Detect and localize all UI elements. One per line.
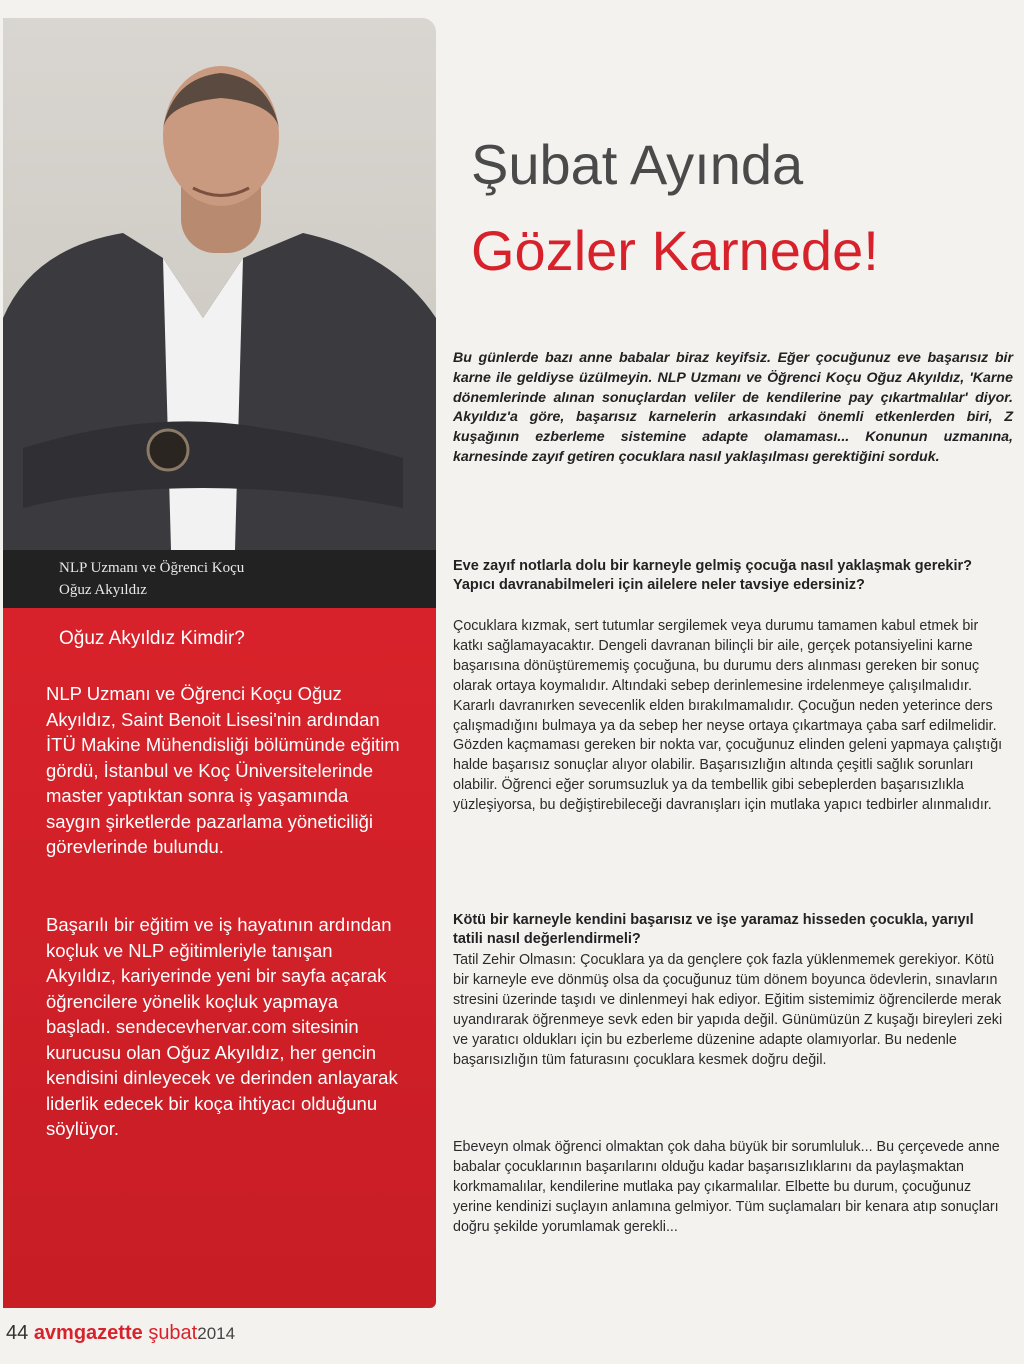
bio-sidebar: [3, 608, 436, 1308]
magazine-brand: avmgazette: [33, 1322, 143, 1344]
answer-3: Ebeveyn olmak öğrenci olmaktan çok daha büyük bir sorumluluk... Bu çerçevede anne babalar çocuklarının başarılarını olduğu kadar başarısızlıklarını da paylaşmaktan korkmamalılar, kendilerine mutlaka pay çıkarmalılar. Elbette bu durum, çocuğunuz yerine kendinizi suçlayın anlamına gelmiyor. Tüm suçlamaları bir kenara atıp sonuçları doğru şekilde yorumlamak gerekli...: [453, 1139, 1000, 1235]
sidebar-paragraph-1: NLP Uzmanı ve Öğrenci Koçu Oğuz Akyıldız, Saint Benoit Lisesi'nin ardından İTÜ Makine Mühendisliği bölümünde eğitim gördü, İstanbul ve Koç Üniversitelerinde master yaptıktan sonra iş yaşamında saygın şirketlerde pazarlama yöneticiliği görevlerinde bulundu.: [46, 683, 400, 857]
photo-caption: [3, 550, 436, 608]
caption-line-2: Oğuz Akyıldız: [59, 582, 147, 598]
caption-line-1: NLP Uzmanı ve Öğrenci Koçu: [59, 560, 245, 576]
page-number: 44: [6, 1322, 29, 1344]
page-footer: [6, 1322, 235, 1345]
sidebar-heading: Oğuz Akyıldız Kimdir?: [59, 628, 245, 649]
sidebar-paragraph-2: Başarılı bir eğitim ve iş hayatının ardından koçluk ve NLP eğitimleriyle tanışan Akyıldız, kariyerinde yeni bir sayfa açarak öğrencilere yönelik koçluk yapmaya başladı. sendecevhervar.com sitesinin kurucusu olan Oğuz Akyıldız, her gencin kendisini dinleyecek ve derinden anlayarak liderlik edecek bir koça ihtiyacı olduğunu söylüyor.: [46, 914, 398, 1139]
question-2: Kötü bir karneyle kendini başarısız ve işe yaramaz hisseden çocukla, yarıyıl tatili nasıl değerlendirmeli?: [453, 912, 974, 947]
question-1: Eve zayıf notlarla dolu bir karneyle gelmiş çocuğa nasıl yaklaşmak gerekir? Yapıcı davranabilmeleri için ailelere neler tavsiye edersiniz?: [453, 558, 973, 593]
article-intro: Bu günlerde bazı anne babalar biraz keyifsiz. Eğer çocuğunuz eve başarısız bir karne ile geldiyse üzülmeyin. NLP Uzmanı ve Öğrenci Koçu Oğuz Akyıldız, 'Karne dönemlerinde alınan sonuçlardan veliler de kendilerine pay çıkartmalılar' diyor. Akyıldız'a göre, başarısız karnelerin arkasındaki önemli etkenlerden biri, Z kuşağının ezberleme sistemine adapte olamaması... Konunun uzmanına, karnesinde zayıf getiren çocuklara nasıl yaklaşılması gerektiğini sorduk.: [453, 350, 1013, 465]
title-line-2: Gözler Karnede!: [471, 219, 879, 282]
man-in-suit-illustration: [3, 18, 436, 550]
answer-2: Tatil Zehir Olmasın: Çocuklara ya da gençlere çok fazla yüklenmemek gerekiyor. Kötü bir karneyle eve dönmüş olsa da çocuğunuz tüm dönem boyunca ödevlerin, sınavların stresini üzerinde taşıdı ve dinlenmeyi hak ediyor. Eğitim sistemimiz öğrencilerde merak uyandırarak öğrenmeye sevk eden bir yapıda değil. Günümüzün Z kuşağı bireyleri zeki ve yaratıcı oldukları için bu ezberleme düzenine adapte olamıyorlar. Bu nedenle başarısızlığın tüm faturasını çocuklara kesmek doğru değil.: [453, 952, 1003, 1068]
answer-1: Çocuklara kızmak, sert tutumlar sergilemek veya durumu tamamen kabul etmek bir katkı sağlamayacaktır. Dengeli davranan bilinçli bir aile, gerçek potansiyelini karne başarısına dönüştürememiş çocuğuna, bu durumu ders alınması gereken bir sonuç olarak ortaya koymalıdır. Altındaki sebep derinlemesine irdelenmeye çalışılmalıdır. Kararlı davranırken sevecenlik elden bırakılmamalıdır. Çocuğun neden yeterince ders çalışmadığını bulmaya ya da sebep her neyse ortaya çıkartmaya çaba sarf edilmelidir. Gözden kaçmaması gereken bir nokta var, çocuğunuz elinden geleni yapmaya çalıştığı halde başarısız sonuçlar alıyor olabilir. Başarısızlığın altında çeşitli sağlık sorunları olabilir. Öğrenci eğer sorumsuzluk ya da tembellik gibi sebeplerden başarısızlıkla yüzleşiyorsa, bu değiştirebileceği davranışları için mutlaka yapıcı tedbirler alınmalıdır.: [453, 618, 1003, 814]
issue-year: 2014: [197, 1324, 236, 1343]
title-line-1: Şubat Ayında: [471, 133, 804, 196]
issue-month: şubat: [148, 1322, 198, 1344]
portrait-photo: [3, 18, 436, 550]
